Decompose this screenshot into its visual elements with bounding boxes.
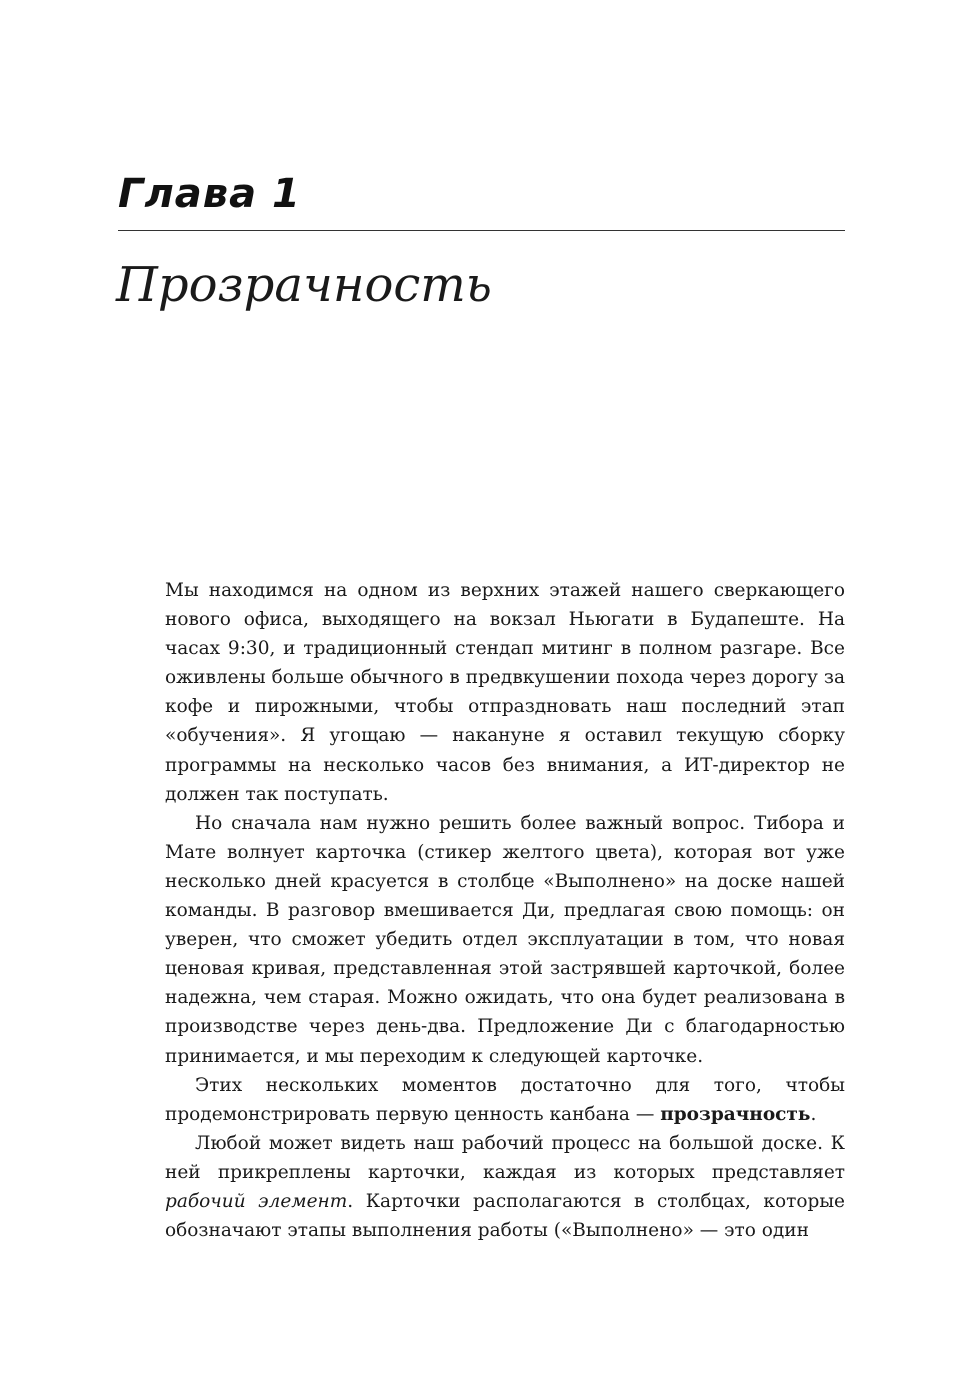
paragraph-3-end: . <box>810 1103 817 1125</box>
paragraph-3 <box>165 1071 845 1129</box>
paragraph-4-end: . Карточки располагаются в столбцах, которые обозначают этапы выполнения работы («Выполнено» — это один <box>165 1190 846 1242</box>
body-text <box>165 576 845 1245</box>
chapter-label: Глава 1 <box>118 171 301 217</box>
chapter-divider <box>118 230 845 231</box>
paragraph-4-text: Любой может видеть наш рабочий процесс на большой доске. К ней прикреплены карточки, каждая из которых представляет <box>165 1132 845 1183</box>
emphasis-transparency: прозрачность <box>660 1103 811 1125</box>
paragraph-3-text: Этих нескольких моментов достаточно для того, чтобы продемонстрировать первую ценность канбана — <box>165 1074 845 1125</box>
paragraph-4 <box>165 1129 845 1245</box>
term-work-item: рабочий элемент <box>165 1190 348 1212</box>
paragraph-1: Мы находимся на одном из верхних этажей нашего сверкающего нового офиса, выходящего на вокзал Ньюгати в Будапеште. На часах 9:30, и традиционный стендап митинг в полном разгаре. Все оживлены больше обычного в предвкушении похода через дорогу за кофе и пирожными, чтобы отпраздновать наш последний этап «обучения». Я угощаю — накануне я оставил текущую сборку программы на несколько часов без внимания, а ИТ-директор не должен так поступать. <box>165 580 845 805</box>
paragraph-2: Но сначала нам нужно решить более важный вопрос. Тибора и Мате волнует карточка (стикер желтого цвета), которая вот уже несколько дней красуется в столбце «Выполнено» на доске нашей команды. В разговор вмешивается Ди, предлагая свою помощь: он уверен, что сможет убедить отдел эксплуатации в том, что новая ценовая кривая, представленная этой застрявшей карточкой, более надежна, чем старая. Можно ожидать, что она будет реализована в производстве через день-два. Предложение Ди с благодарностью принимается, и мы переходим к следующей карточке. <box>165 812 845 1067</box>
chapter-title: Прозрачность <box>116 257 492 313</box>
